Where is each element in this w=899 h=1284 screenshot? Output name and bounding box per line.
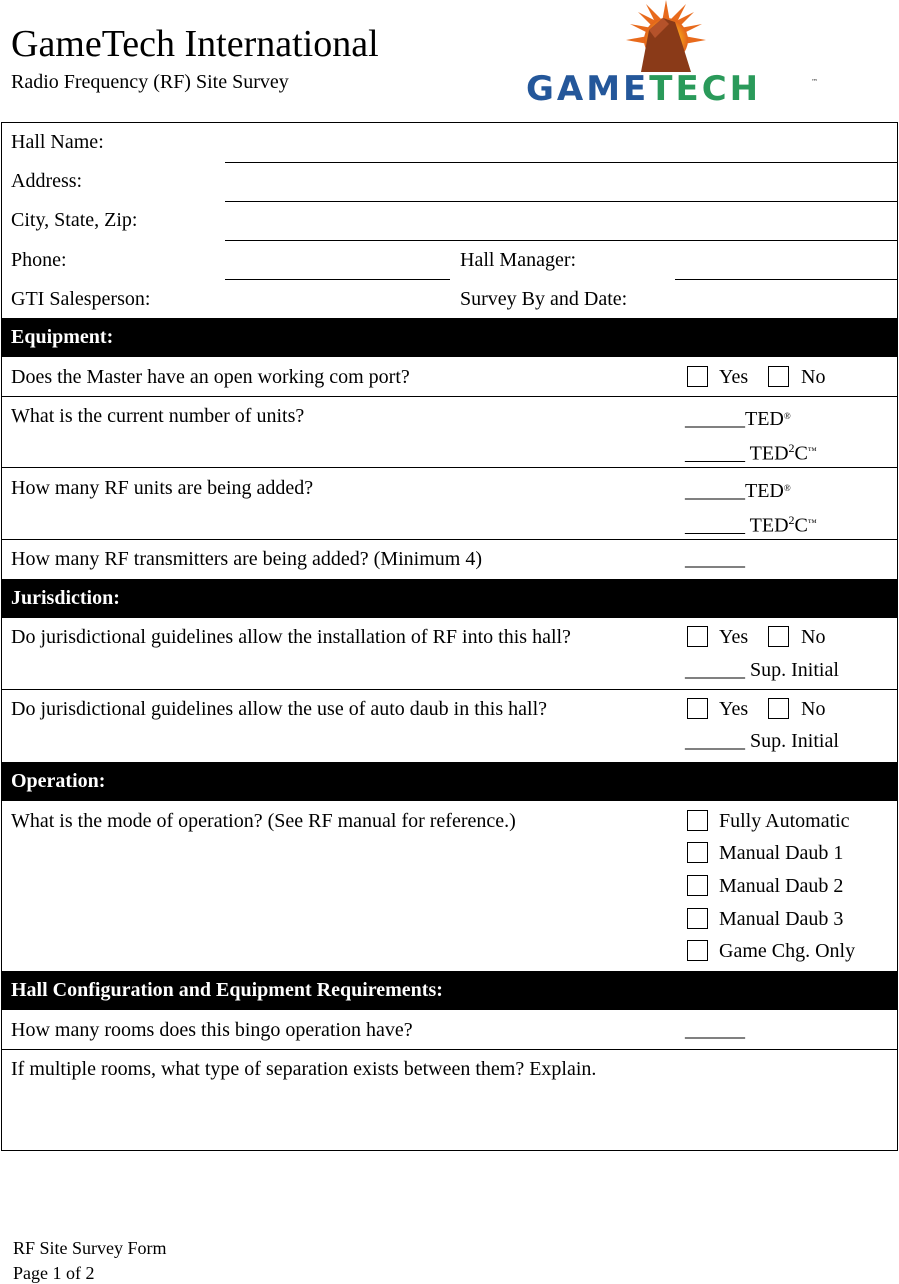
hall-manager-label: Hall Manager: bbox=[460, 249, 577, 271]
footer-page-number: Page 1 of 2 bbox=[13, 1263, 95, 1283]
mode-game-chg-only-checkbox[interactable] bbox=[687, 940, 708, 961]
rf-transmitters-question: How many RF transmitters are being added? (Minimum 4) bbox=[11, 548, 483, 570]
row-divider bbox=[2, 467, 897, 468]
sun-mountain-icon bbox=[523, 0, 818, 75]
rooms-field[interactable]: ______ bbox=[685, 1019, 745, 1041]
row-divider bbox=[2, 1049, 897, 1050]
separation-explain-area[interactable] bbox=[2, 1083, 897, 1149]
com-port-no-label: No bbox=[801, 366, 826, 388]
jur-autodaub-sup-initial[interactable]: ______ Sup. Initial bbox=[685, 730, 839, 752]
jur-autodaub-yes-checkbox[interactable] bbox=[687, 698, 708, 719]
com-port-question: Does the Master have an open working com port? bbox=[11, 366, 410, 388]
jur-autodaub-yes-label: Yes bbox=[719, 698, 749, 720]
jur-install-yes-checkbox[interactable] bbox=[687, 626, 708, 647]
added-ted-count[interactable]: ______TED® bbox=[685, 480, 791, 502]
hall-name-field[interactable] bbox=[225, 162, 897, 163]
jur-autodaub-no-label: No bbox=[801, 698, 826, 720]
jur-install-question: Do jurisdictional guidelines allow the installation of RF into this hall? bbox=[11, 626, 571, 648]
section-operation: Operation: bbox=[2, 762, 897, 801]
row-divider bbox=[2, 539, 897, 540]
mode-manual-daub-1-checkbox[interactable] bbox=[687, 842, 708, 863]
rf-transmitters-field[interactable]: ______ bbox=[685, 548, 745, 570]
form-subtitle: Radio Frequency (RF) Site Survey bbox=[11, 71, 289, 93]
jur-install-no-label: No bbox=[801, 626, 826, 648]
section-jurisdiction: Jurisdiction: bbox=[2, 579, 897, 618]
com-port-no-checkbox[interactable] bbox=[768, 366, 789, 387]
jur-install-no-checkbox[interactable] bbox=[768, 626, 789, 647]
jur-install-sup-initial[interactable]: ______ Sup. Initial bbox=[685, 659, 839, 681]
jur-install-yes-label: Yes bbox=[719, 626, 749, 648]
added-ted2c-count[interactable]: ______ TED$^2$C™ bbox=[685, 513, 817, 537]
section-hall-config: Hall Configuration and Equipment Requirements: bbox=[2, 971, 897, 1010]
rf-units-added-question: How many RF units are being added? bbox=[11, 477, 314, 499]
gametech-logo bbox=[523, 0, 818, 110]
city-state-zip-field[interactable] bbox=[225, 240, 897, 241]
logo-wordmark: GAMETECH bbox=[526, 69, 762, 109]
current-units-question: What is the current number of units? bbox=[11, 405, 305, 427]
section-equipment: Equipment: bbox=[2, 318, 897, 357]
mode-manual-daub-1-label: Manual Daub 1 bbox=[719, 842, 844, 864]
phone-label: Phone: bbox=[11, 249, 67, 271]
row-divider bbox=[2, 396, 897, 397]
footer-form-name: RF Site Survey Form bbox=[13, 1238, 167, 1258]
mode-fully-automatic-label: Fully Automatic bbox=[719, 810, 850, 832]
mode-manual-daub-2-label: Manual Daub 2 bbox=[719, 875, 844, 897]
address-label: Address: bbox=[11, 170, 83, 192]
city-state-zip-label: City, State, Zip: bbox=[11, 209, 138, 231]
current-ted2c-count[interactable]: ______ TED$^2$C™ bbox=[685, 441, 817, 465]
separation-question: If multiple rooms, what type of separation exists between them? Explain. bbox=[11, 1058, 597, 1080]
survey-by-label: Survey By and Date: bbox=[460, 288, 628, 310]
salesperson-label: GTI Salesperson: bbox=[11, 288, 151, 310]
company-title: GameTech International bbox=[11, 23, 379, 65]
row-divider bbox=[2, 689, 897, 690]
hall-name-label: Hall Name: bbox=[11, 131, 104, 153]
mode-game-chg-only-label: Game Chg. Only bbox=[719, 940, 856, 962]
rooms-question: How many rooms does this bingo operation have? bbox=[11, 1019, 413, 1041]
mode-question: What is the mode of operation? (See RF manual for reference.) bbox=[11, 810, 516, 832]
current-ted-count[interactable]: ______TED® bbox=[685, 408, 791, 430]
mode-manual-daub-2-checkbox[interactable] bbox=[687, 875, 708, 896]
com-port-yes-label: Yes bbox=[719, 366, 749, 388]
address-field[interactable] bbox=[225, 201, 897, 202]
hall-manager-field[interactable] bbox=[675, 279, 897, 280]
mode-manual-daub-3-checkbox[interactable] bbox=[687, 908, 708, 929]
jur-autodaub-no-checkbox[interactable] bbox=[768, 698, 789, 719]
phone-field[interactable] bbox=[225, 279, 450, 280]
mode-fully-automatic-checkbox[interactable] bbox=[687, 810, 708, 831]
jur-autodaub-question: Do jurisdictional guidelines allow the use of auto daub in this hall? bbox=[11, 698, 548, 720]
survey-form bbox=[1, 122, 898, 1151]
logo-trademark: ™ bbox=[811, 78, 818, 86]
com-port-yes-checkbox[interactable] bbox=[687, 366, 708, 387]
mode-manual-daub-3-label: Manual Daub 3 bbox=[719, 908, 844, 930]
